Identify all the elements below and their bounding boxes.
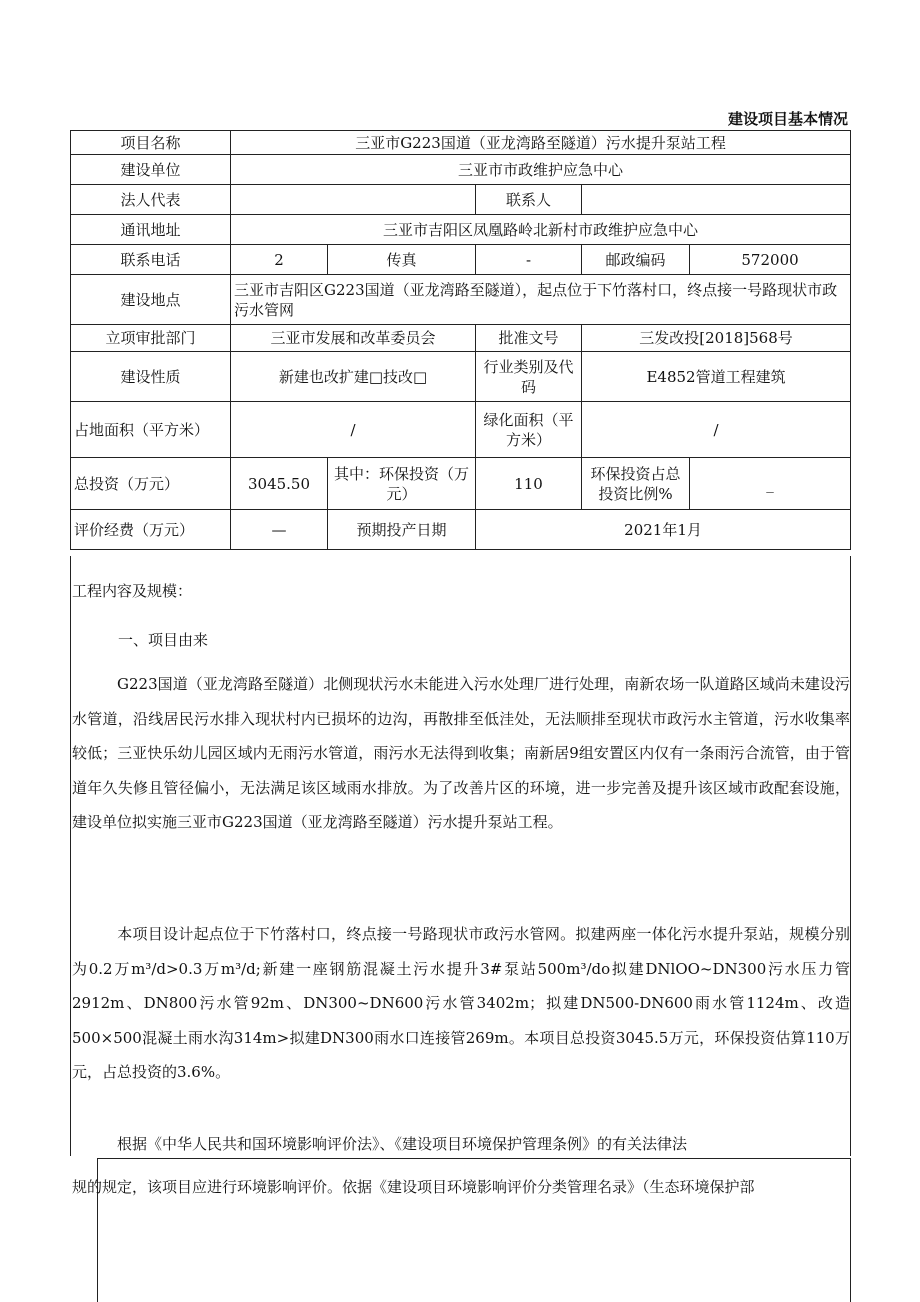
page-title: 建设项目基本情况 bbox=[727, 110, 848, 128]
contact-value bbox=[582, 185, 851, 215]
eval-fee-value: — bbox=[231, 510, 328, 550]
legal-rep-label: 法人代表 bbox=[71, 185, 231, 215]
postcode-label: 邮政编码 bbox=[582, 245, 690, 275]
env-invest-label: 其中：环保投资（万元） bbox=[328, 458, 476, 510]
paragraph-law-continued bbox=[72, 1170, 850, 1205]
table-row bbox=[71, 402, 851, 458]
table-row bbox=[71, 325, 851, 352]
industry-label: 行业类别及代码 bbox=[476, 352, 582, 402]
paragraph-law-text: 根据《中华人民共和国环境影响评价法》、《建设项目环境保护管理条例》的有关法律法 bbox=[117, 1135, 688, 1153]
total-invest-label: 总投资（万元） bbox=[71, 458, 231, 510]
env-invest-value: 110 bbox=[476, 458, 582, 510]
postcode-value: 572000 bbox=[690, 245, 851, 275]
land-area-label: 占地面积（平方米） bbox=[71, 402, 231, 458]
legal-rep-value bbox=[231, 185, 476, 215]
table-row bbox=[71, 352, 851, 402]
table-row bbox=[71, 458, 851, 510]
project-name-label: 项目名称 bbox=[71, 131, 231, 155]
eval-fee-label: 评价经费（万元） bbox=[71, 510, 231, 550]
land-area-value: / bbox=[231, 402, 476, 458]
builder-value: 三亚市市政维护应急中心 bbox=[231, 155, 851, 185]
phone-label: 联系电话 bbox=[71, 245, 231, 275]
table-row bbox=[71, 131, 851, 155]
paragraph-law-continued-text: 规的规定，该项目应进行环境影响评价。依据《建设项目环境影响评价分类管理名录》（生态环境保护部 bbox=[72, 1178, 755, 1196]
paragraph-scope-text: 本项目设计起点位于下竹落村口，终点接一号路现状市政污水管网。拟建两座一体化污水提升泵站，规模分别为0.2万m³/d>0.3万m³/d;新建一座钢筋混凝土污水提升3#泵站500m³/do拟建DNlOO~DN300污水压力管2912m、DN800污水管92m、DN300~DN600污水管3402m；拟建DN500-DN600雨水管1124m、改造500×500混凝土雨水沟314m>拟建DN300雨水口连接管269m。本项目总投资3045.5万元，环保投资估算110万元，占总投资的3.6%。 bbox=[72, 925, 850, 1081]
approval-dept-label: 立项审批部门 bbox=[71, 325, 231, 352]
site-value: 三亚市吉阳区G223国道（亚龙湾路至隧道），起点位于下竹落村口，终点接一号路现状市政污水管网 bbox=[231, 275, 851, 325]
phone-value: 2 bbox=[231, 245, 328, 275]
industry-value: E4852管道工程建筑 bbox=[582, 352, 851, 402]
approval-no-value: 三发改投[2018]568号 bbox=[582, 325, 851, 352]
table-row bbox=[71, 215, 851, 245]
fax-value: - bbox=[476, 245, 582, 275]
table-row bbox=[71, 185, 851, 215]
paragraph-scope bbox=[72, 917, 850, 1090]
address-value: 三亚市吉阳区凤凰路岭北新村市政维护应急中心 bbox=[231, 215, 851, 245]
section-label: 工程内容及规模： bbox=[72, 582, 193, 600]
table-row bbox=[71, 245, 851, 275]
builder-label: 建设单位 bbox=[71, 155, 231, 185]
total-invest-value: 3045.50 bbox=[231, 458, 328, 510]
project-info-table bbox=[70, 130, 851, 550]
project-name-value: 三亚市G223国道（亚龙湾路至隧道）污水提升泵站工程 bbox=[231, 131, 851, 155]
paragraph-law bbox=[72, 1127, 850, 1162]
approval-no-label: 批准文号 bbox=[476, 325, 582, 352]
sub-heading: 一、项目由来 bbox=[118, 631, 209, 649]
table-row bbox=[71, 155, 851, 185]
start-date-value: 2021年1月 bbox=[476, 510, 851, 550]
approval-dept-value: 三亚市发展和改革委员会 bbox=[231, 325, 476, 352]
green-area-value: / bbox=[582, 402, 851, 458]
paragraph-origin bbox=[72, 667, 850, 840]
site-label: 建设地点 bbox=[71, 275, 231, 325]
paragraph-origin-text: G223国道（亚龙湾路至隧道）北侧现状污水未能进入污水处理厂进行处理，南新农场一队道路区域尚未建设污水管道，沿线居民污水排入现状村内已损坏的边沟，再散排至低洼处，无法顺排至现状市政污水主管道，污水收集率较低；三亚快乐幼儿园区域内无雨污水管道，雨污水无法得到收集；南新居9组安置区内仅有一条雨污合流管，由于管道年久失修且管径偏小，无法满足该区域雨水排放。为了改善片区的环境，进一步完善及提升该区域市政配套设施，建设单位拟实施三亚市G223国道（亚龙湾路至隧道）污水提升泵站工程。 bbox=[72, 675, 850, 831]
env-ratio-value: _ bbox=[690, 458, 851, 510]
start-date-label: 预期投产日期 bbox=[328, 510, 476, 550]
env-ratio-label: 环保投资占总投资比例% bbox=[582, 458, 690, 510]
nature-label: 建设性质 bbox=[71, 352, 231, 402]
nature-value: 新建也改扩建□技改□ bbox=[231, 352, 476, 402]
fax-label: 传真 bbox=[328, 245, 476, 275]
green-area-label: 绿化面积（平方米） bbox=[476, 402, 582, 458]
table-row bbox=[71, 510, 851, 550]
address-label: 通讯地址 bbox=[71, 215, 231, 245]
table-row bbox=[71, 275, 851, 325]
contact-label: 联系人 bbox=[476, 185, 582, 215]
